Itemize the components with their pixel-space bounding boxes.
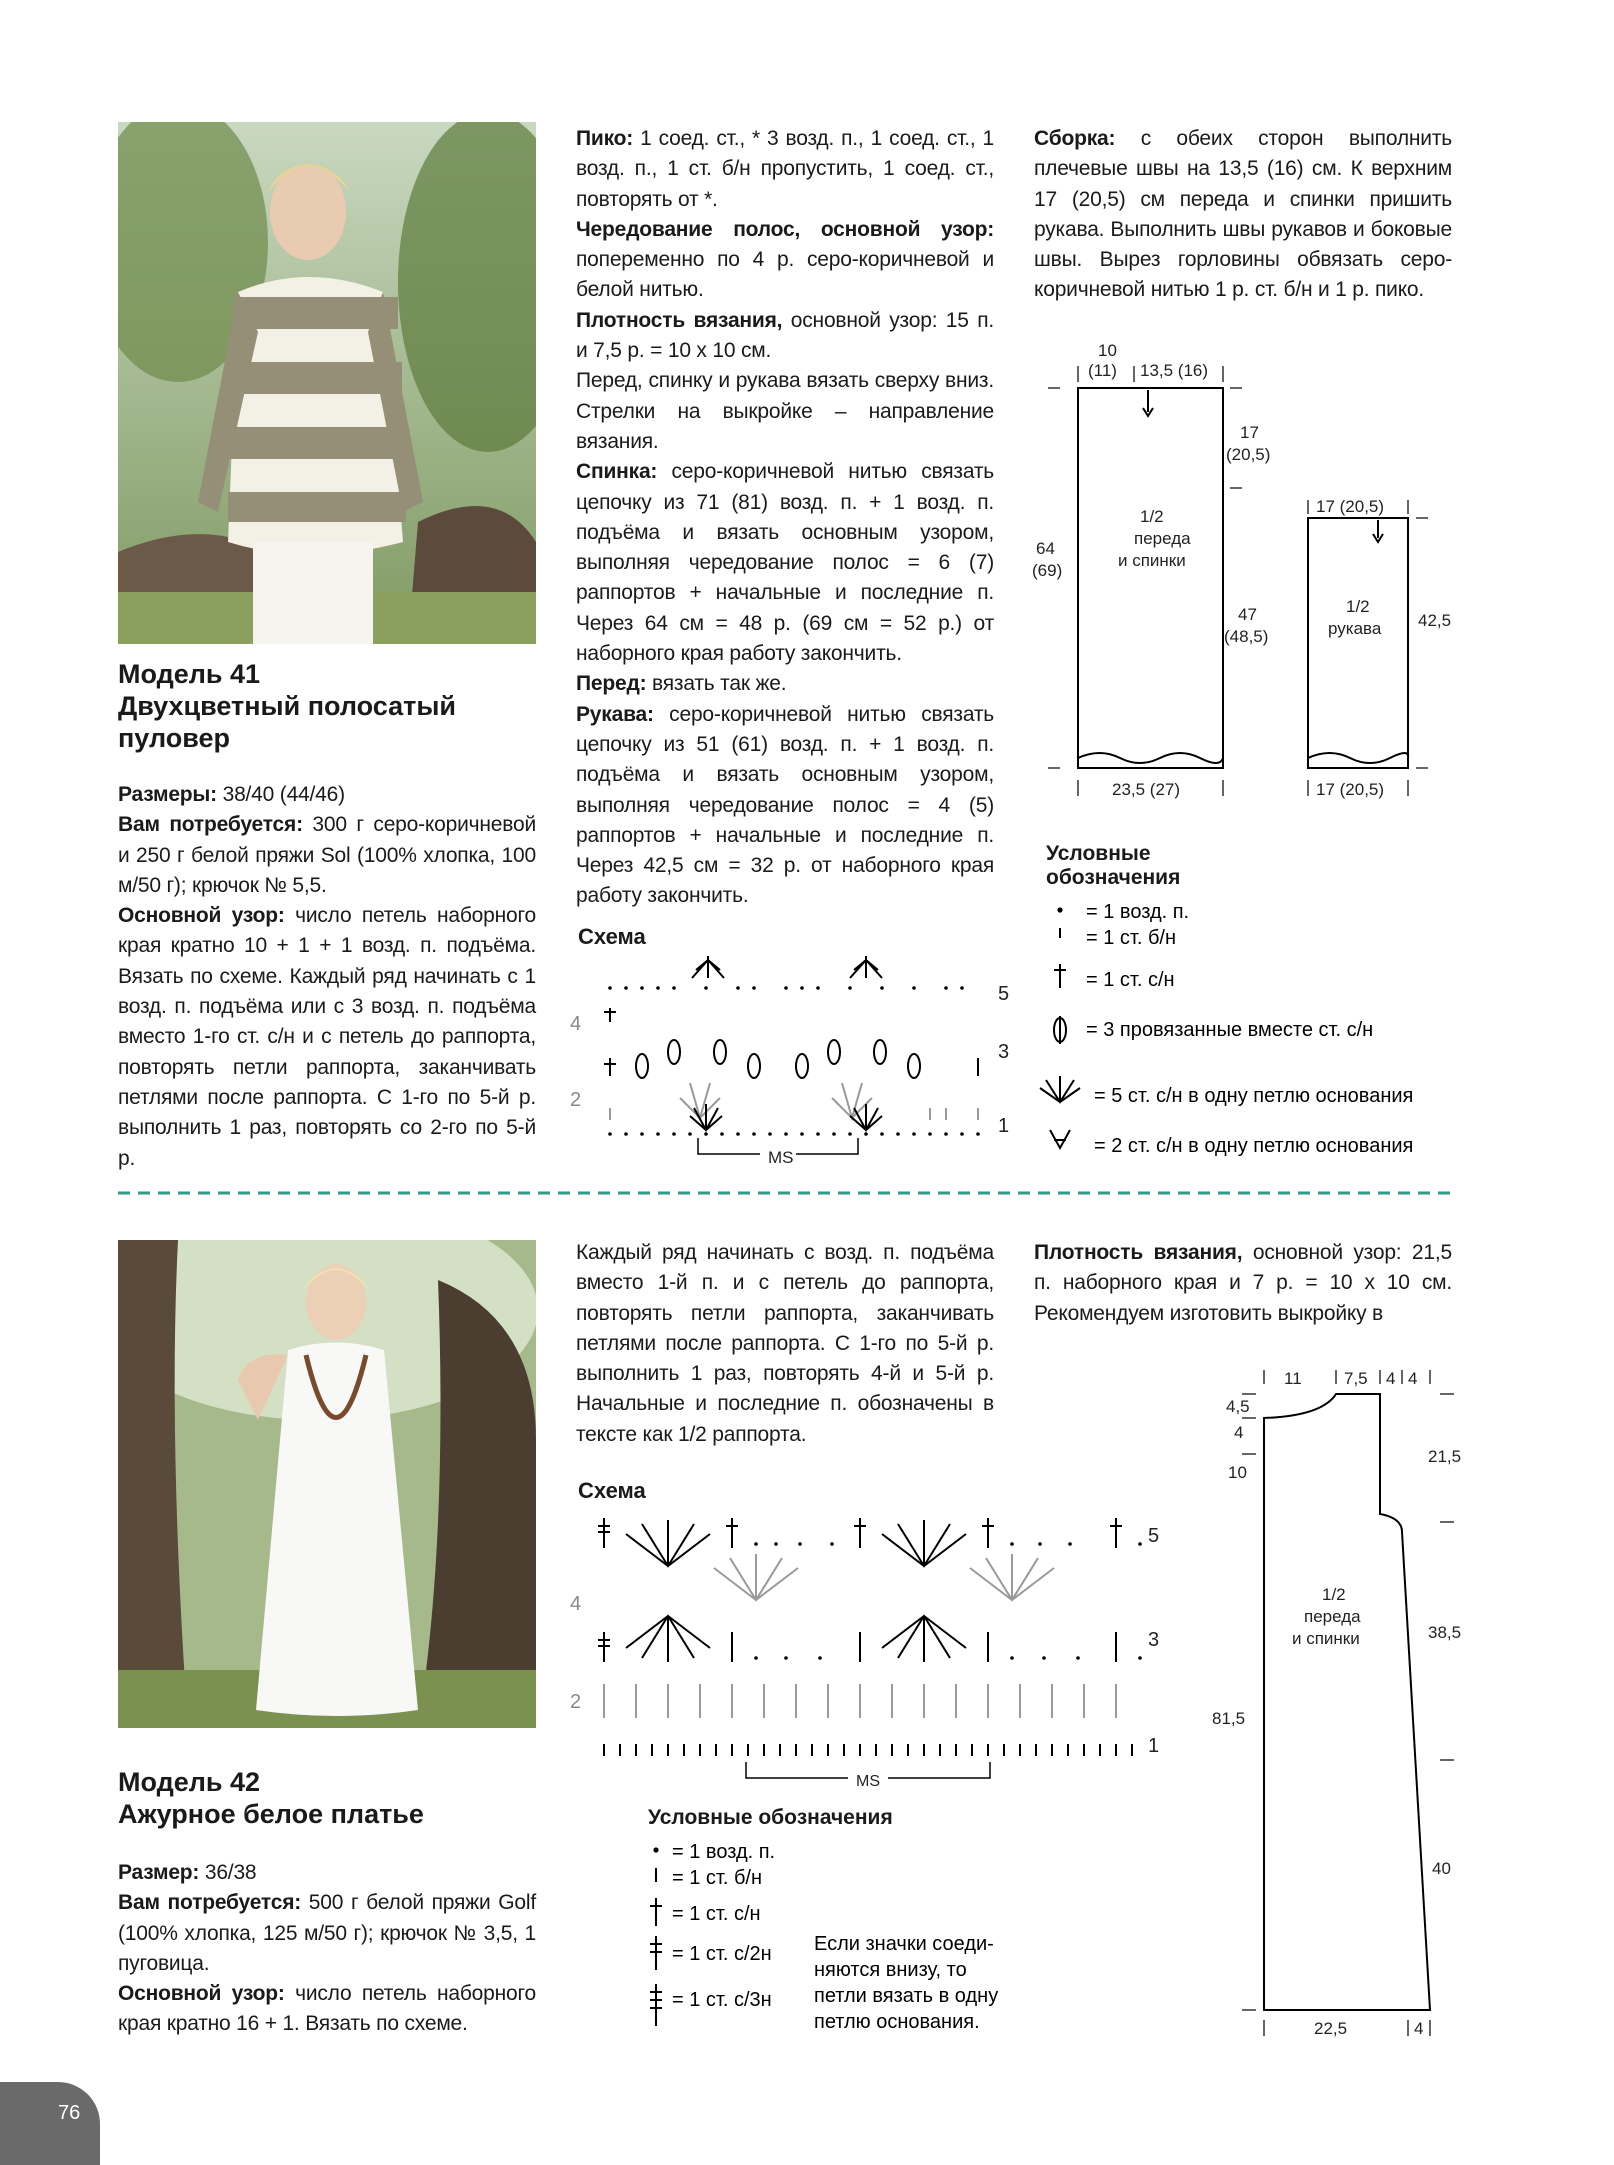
legend-2-dc: = 1 ст. с/н	[672, 1903, 761, 1925]
picot-text: 1 соед. ст., * 3 возд. п., 1 соед. ст., 1 возд. п., 1 ст. б/н пропустить, 1 соед. ст., повторять от *.	[576, 127, 994, 211]
legend-2-tr: = 1 ст. с/2н	[672, 1943, 772, 1965]
legend-2-note-4: петлю основания.	[814, 2011, 980, 2033]
dp-top-4b: 4	[1408, 1369, 1418, 1388]
legend-1-2dc: = 2 ст. с/н в одну петлю основания	[1094, 1135, 1414, 1157]
page-number: 76	[58, 2102, 81, 2124]
scheme-1-row-2: 2	[570, 1089, 582, 1111]
pf-left-b: (69)	[1032, 561, 1063, 580]
scheme-1-ms: MS	[768, 1148, 794, 1167]
dp-inner-1: 1/2	[1322, 1585, 1346, 1604]
model-41-title: Двухцветный полосатый	[118, 691, 457, 721]
legend-1-dc: = 1 ст. с/н	[1086, 969, 1175, 991]
sleeves-text: серо-коричневой нитью связать цепочку из 51 (61) возд. п. + 1 возд. п. подъёма и вязать основным узором, выполняя чередование полос = 4 (5) раппортов + начальные и последние п. Через 42,5 см = 32 р. от наборного края работу закончить.	[576, 702, 994, 908]
model-42-density	[1034, 1238, 1452, 1329]
assembly-value: с обеих сторон выполнить плечевые швы на 13,5 (16) см. К верхним 17 (20,5) см переда и спинки пришить рукава. Выполнить швы рукавов и боковые швы. Вырез горловины обвязать серо-коричневой нитью 1 р. ст. б/н и 1 р. пико.	[1034, 127, 1452, 302]
materials-label: Вам потребуется:	[118, 813, 303, 837]
pattern-value-42: число петель наборного края кратно 16 + 1. Вязать по схеме.	[118, 1982, 536, 2036]
model-42-requirements	[118, 1858, 536, 2040]
legend-2-chain: = 1 возд. п.	[672, 1841, 776, 1863]
sleeves-label: Рукава:	[576, 702, 654, 726]
scheme-1-row-4: 4	[570, 1013, 582, 1035]
size-label: Размер:	[118, 1861, 200, 1884]
materials-label-42: Вам потребуется:	[118, 1891, 302, 1915]
materials-value: 300 г серо-коричневой и 250 г белой пряжи Sol (100% хлопка, 100 м/50 г); крючок № 5,5.	[118, 813, 536, 897]
legend-2-note-1: Если значки соеди-	[814, 1933, 994, 1955]
scheme-1-row-5: 5	[998, 983, 1010, 1005]
pf-right2-b: (48,5)	[1224, 627, 1269, 646]
scheme-2-row-4: 4	[570, 1593, 582, 1615]
scheme-1-title: Схема	[578, 924, 646, 949]
legend-2-sc: = 1 ст. б/н	[672, 1867, 763, 1889]
model-41-photo	[118, 122, 536, 644]
dp-r-385: 38,5	[1428, 1623, 1462, 1642]
stripes-text: попеременно по 4 р. серо-коричневой и белой нитью.	[576, 248, 994, 302]
pf-right-a: 17	[1240, 423, 1259, 442]
model-42-rows-text: Каждый ряд начинать с возд. п. подъёма вместо 1-й п. и с петель до раппорта, повторять петли раппорта, заканчивать петлями после раппорта. С 1-го по 5-й р. выполнить 1 раз, повторять 4-й и 5-й р. Начальные и последние п. обозначены в тексте как 1/2 раппорта.	[576, 1241, 994, 1446]
scheme-2-row-1: 1	[1148, 1735, 1160, 1757]
scheme-2-row-2: 2	[570, 1691, 582, 1713]
legend-1-sc: = 1 ст. б/н	[1086, 927, 1177, 949]
pf-inner-3: и спинки	[1118, 551, 1186, 570]
gauge-text: основной узор: 15 п. и 7,5 р. = 10 х 10 см.	[576, 308, 994, 363]
legend-1-chain: = 1 возд. п.	[1086, 901, 1190, 923]
legend-1-symbols	[1034, 892, 1514, 1172]
direction-text: Перед, спинку и рукава вязать сверху вниз. Стрелки на выкройке – направление вязания.	[576, 369, 994, 453]
back-label: Спинка:	[576, 460, 658, 484]
legend-1-title-2: обозначения	[1046, 866, 1181, 889]
scheme-1-diagram	[570, 948, 1010, 1168]
scheme-2-row-5: 5	[1148, 1525, 1160, 1547]
legend-2-symbols	[640, 1836, 1070, 2036]
model-42-title: Ажурное белое платье	[118, 1799, 424, 1829]
legend-2-dtr: = 1 ст. с/3н	[672, 1989, 772, 2011]
front-text: вязать так же.	[646, 672, 787, 696]
model-41-instructions	[576, 124, 994, 912]
sizes-value: 38/40 (44/46)	[216, 783, 345, 806]
dp-top-4a: 4	[1386, 1369, 1396, 1388]
scheme-2-title: Схема	[578, 1478, 646, 1503]
ps-bottom: 17 (20,5)	[1316, 780, 1385, 799]
density-value: основной узор: 21,5 п. наборного края и 7 р. = 10 х 10 см. Рекомендуем изготовить выкройку в	[1034, 1241, 1452, 1325]
model-41-pattern	[1030, 338, 1460, 808]
model-42-number: Модель 42	[118, 1767, 261, 1797]
model-42-photo	[118, 1240, 536, 1728]
legend-2-note-2: няются внизу, то	[814, 1959, 967, 1981]
model-42-pattern	[1212, 1356, 1492, 2046]
pf-right-b: (20,5)	[1226, 445, 1271, 464]
legend-1-title: Условные	[1046, 842, 1151, 865]
sizes-label: Размеры:	[118, 783, 217, 806]
dp-top-75: 7,5	[1344, 1369, 1368, 1388]
gauge-label: Плотность вязания,	[576, 308, 783, 332]
dp-r-215: 21,5	[1428, 1447, 1462, 1466]
dp-l-10: 10	[1228, 1463, 1247, 1482]
model-42-instructions	[576, 1238, 994, 1450]
stripes-label: Чередование полос, основной узор:	[576, 217, 994, 241]
page-number-tab	[0, 2082, 100, 2165]
dp-l-4: 4	[1234, 1423, 1244, 1442]
dp-l-45: 4,5	[1226, 1397, 1250, 1416]
model-41-assembly	[1034, 124, 1452, 306]
dp-top-11: 11	[1284, 1369, 1302, 1388]
dp-r-40: 40	[1432, 1859, 1451, 1878]
pf-top-b: (11)	[1088, 361, 1117, 380]
legend-2-title: Условные обозначения	[648, 1806, 893, 1829]
dp-l-815: 81,5	[1212, 1709, 1246, 1728]
section-divider	[118, 1190, 1458, 1196]
density-label: Плотность вязания,	[1034, 1241, 1243, 1264]
picot-label: Пико:	[576, 127, 634, 150]
pf-top-a: 10	[1098, 341, 1117, 360]
ps-inner-2: рукава	[1328, 619, 1382, 638]
scheme-2-diagram	[570, 1508, 1170, 1798]
pf-bottom: 23,5 (27)	[1112, 780, 1181, 799]
scheme-1-row-1: 1	[998, 1115, 1010, 1137]
legend-1-dc3tog: = 3 провязанные вместе ст. с/н	[1086, 1019, 1374, 1041]
dp-bottom-4: 4	[1414, 2019, 1424, 2038]
legend-1-5dc: = 5 ст. с/н в одну петлю основания	[1094, 1085, 1414, 1107]
model-41-requirements	[118, 780, 536, 1174]
ps-right: 42,5	[1418, 611, 1452, 630]
dp-inner-3: и спинки	[1292, 1629, 1360, 1648]
back-text: серо-коричневой нитью связать цепочку из 71 (81) возд. п. + 1 возд. п. подъёма и вязать основным узором, выполняя чередование полос = 6 (7) раппортов + начальные и последние п. Через 64 см = 48 р. (69 см = 52 р.) от наборного края работу закончить.	[576, 460, 994, 666]
ps-inner-1: 1/2	[1346, 597, 1370, 616]
dp-bottom-225: 22,5	[1314, 2019, 1348, 2038]
front-label: Перед:	[576, 672, 647, 696]
scheme-1-row-3: 3	[998, 1041, 1010, 1063]
pf-inner-2: переда	[1134, 529, 1191, 548]
pattern-value: число петель наборного края кратно 10 + 1 + 1 возд. п. подъёма. Вязать по схеме. Каждый ряд начинать с 1 возд. п. подъёма или с 3 возд. п. подъёма вместо 1-го ст. с/н и с петель до раппорта, повторять петли раппорта, заканчивать петлями после раппорта. С 1-го по 5-й р. выполнить 1 раз, повторять со 2-го по 5-й р.	[118, 904, 536, 1170]
scheme-2-row-3: 3	[1148, 1629, 1160, 1651]
model-41-title-cont: пуловер	[118, 723, 231, 753]
model-41-number: Модель 41	[118, 659, 261, 689]
legend-2-note-3: петли вязать в одну	[814, 1985, 999, 2007]
dp-inner-2: переда	[1304, 1607, 1361, 1626]
assembly-label: Сборка:	[1034, 127, 1116, 150]
ps-top: 17 (20,5)	[1316, 497, 1385, 516]
pf-top-c: 13,5 (16)	[1140, 361, 1209, 380]
pattern-label: Основной узор:	[118, 904, 285, 928]
pf-right2-a: 47	[1238, 605, 1257, 624]
pattern-label-42: Основной узор:	[118, 1982, 285, 2006]
pf-left-a: 64	[1036, 539, 1055, 558]
size-value: 36/38	[199, 1861, 257, 1884]
materials-value-42: 500 г белой пряжи Golf (100% хлопка, 125 м/50 г); крючок № 3,5, 1 пуговица.	[118, 1891, 537, 1975]
scheme-2-ms: MS	[856, 1773, 880, 1790]
pf-inner-1: 1/2	[1140, 507, 1164, 526]
